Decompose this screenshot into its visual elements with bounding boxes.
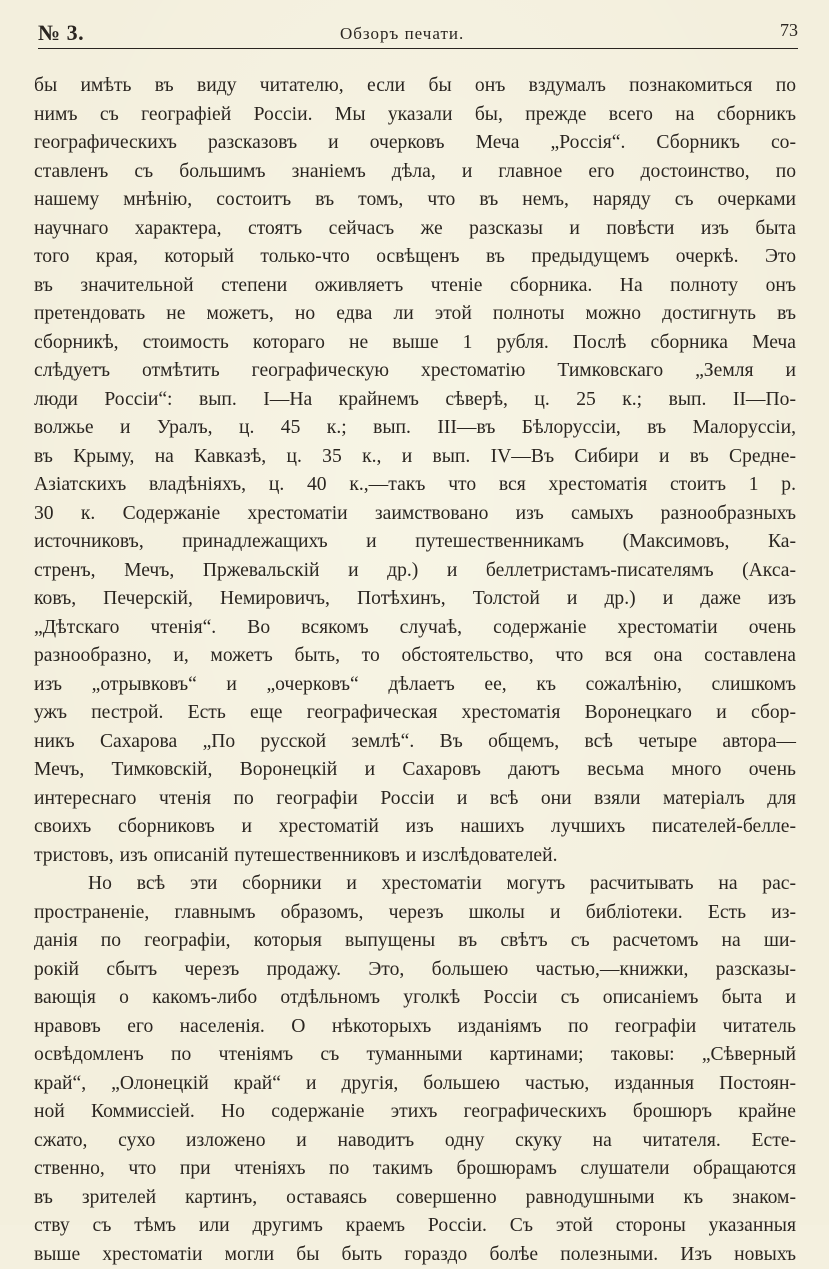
text-line: ству съ тѣмъ или другимъ краемъ Россіи. Съ этой стороны указанныя [34,1212,796,1241]
text-line: волжье и Уралъ, ц. 45 к.; вып. III—въ Бѣлоруссіи, въ Малоруссіи, [34,414,796,443]
text-line: люди Россіи“: вып. I—На крайнемъ сѣверѣ, ц. 25 к.; вып. II—По- [34,386,796,415]
text-line: нимъ съ географіей Россіи. Мы указали бы, прежде всего на сборникъ [34,101,796,130]
issue-number: № 3. [38,20,84,46]
text-line: нашему мнѣнію, состоитъ въ томъ, что въ немъ, наряду съ очерками [34,186,796,215]
running-title: Обзоръ печати. [340,24,464,44]
text-line: въ зрителей картинъ, оставаясь совершенно равнодушными къ знаком- [34,1184,796,1213]
text-line: ственно, что при чтеніяхъ по такимъ брошюрамъ слушатели обращаются [34,1155,796,1184]
text-line: географическихъ разсказовъ и очерковъ Меча „Россія“. Сборникъ со- [34,129,796,158]
header-rule [38,48,798,49]
text-line: данія по географіи, которыя выпущены въ свѣтъ съ расчетомъ на ши- [34,927,796,956]
paragraph-1 [34,72,796,870]
text-line: никъ Сахарова „По русской землѣ“. Въ общемъ, всѣ четыре автора— [34,728,796,757]
text-line: вающія о какомъ-либо отдѣльномъ уголкѣ Россіи съ описаніемъ быта и [34,984,796,1013]
text-line: край“, „Олонецкій край“ и другія, большею частью, изданныя Постоян- [34,1070,796,1099]
text-line: бы имѣть въ виду читателю, если бы онъ вздумалъ познакомиться по [34,72,796,101]
text-line: тристовъ, изъ описаній путешественниковъ и изслѣдователей. [34,842,796,871]
text-line: ужъ пестрой. Есть еще географическая хрестоматія Воронецкаго и сбор- [34,699,796,728]
running-header [38,18,798,48]
text-line: 30 к. Содержаніе хрестоматіи заимствовано изъ самыхъ разнообразныхъ [34,500,796,529]
text-line: нравовъ его населенія. О нѣкоторыхъ изданіямъ по географіи читатель [34,1013,796,1042]
text-line: въ значительной степени оживляетъ чтеніе сборника. На полноту онъ [34,272,796,301]
text-line: своихъ сборниковъ и хрестоматій изъ нашихъ лучшихъ писателей-белле- [34,813,796,842]
text-line: пространеніе, главнымъ образомъ, черезъ школы и библіотеки. Есть из- [34,899,796,928]
text-line: Но всѣ эти сборники и хрестоматіи могутъ расчитывать на рас- [34,870,796,899]
text-line: „Дѣтскаго чтенія“. Во всякомъ случаѣ, содержаніе хрестоматіи очень [34,614,796,643]
page-number: 73 [780,20,798,41]
body-text [34,72,796,1269]
text-line: источниковъ, принадлежащихъ и путешественникамъ (Максимовъ, Ка- [34,528,796,557]
text-line: выше хрестоматіи могли бы быть гораздо болѣе полезными. Изъ новыхъ [34,1241,796,1269]
text-line: претендовать не можетъ, но едва ли этой полноты можно достигнуть въ [34,300,796,329]
text-line: интереснаго чтенія по географіи Россіи и всѣ они взяли матеріалъ для [34,785,796,814]
text-line: изъ „отрывковъ“ и „очерковъ“ дѣлаетъ ее, къ сожалѣнію, слишкомъ [34,671,796,700]
text-line: Азіатскихъ владѣніяхъ, ц. 40 к.,—такъ что вся хрестоматія стоитъ 1 р. [34,471,796,500]
text-line: ставленъ съ большимъ знаніемъ дѣла, и главное его достоинство, по [34,158,796,187]
text-line: научнаго характера, стоятъ сейчасъ же разсказы и повѣсти изъ быта [34,215,796,244]
text-line: ной Коммиссіей. Но содержаніе этихъ географическихъ брошюръ крайне [34,1098,796,1127]
text-line: разнообразно, и, можетъ быть, то обстоятельство, что вся она составлена [34,642,796,671]
text-line: Мечъ, Тимковскій, Воронецкій и Сахаровъ даютъ весьма много очень [34,756,796,785]
text-line: ковъ, Печерскій, Немировичъ, Потѣхинъ, Толстой и др.) и даже изъ [34,585,796,614]
paragraph-2 [34,870,796,1269]
text-line: сборникѣ, стоимость котораго не выше 1 рубля. Послѣ сборника Меча [34,329,796,358]
text-line: сжато, сухо изложено и наводитъ одну скуку на читателя. Есте- [34,1127,796,1156]
text-line: слѣдуетъ отмѣтить географическую хрестоматію Тимковскаго „Земля и [34,357,796,386]
text-line: рокій сбытъ черезъ продажу. Это, большею частью,—книжки, разсказы- [34,956,796,985]
text-line: въ Крыму, на Кавказѣ, ц. 35 к., и вып. IV—Въ Сибири и въ Средне- [34,443,796,472]
text-line: того края, который только-что освѣщенъ въ предыдущемъ очеркѣ. Это [34,243,796,272]
text-line: освѣдомленъ по чтеніямъ съ туманными картинами; таковы: „Сѣверный [34,1041,796,1070]
text-line: стренъ, Мечъ, Пржевальскій и др.) и беллетристамъ-писателямъ (Акса- [34,557,796,586]
